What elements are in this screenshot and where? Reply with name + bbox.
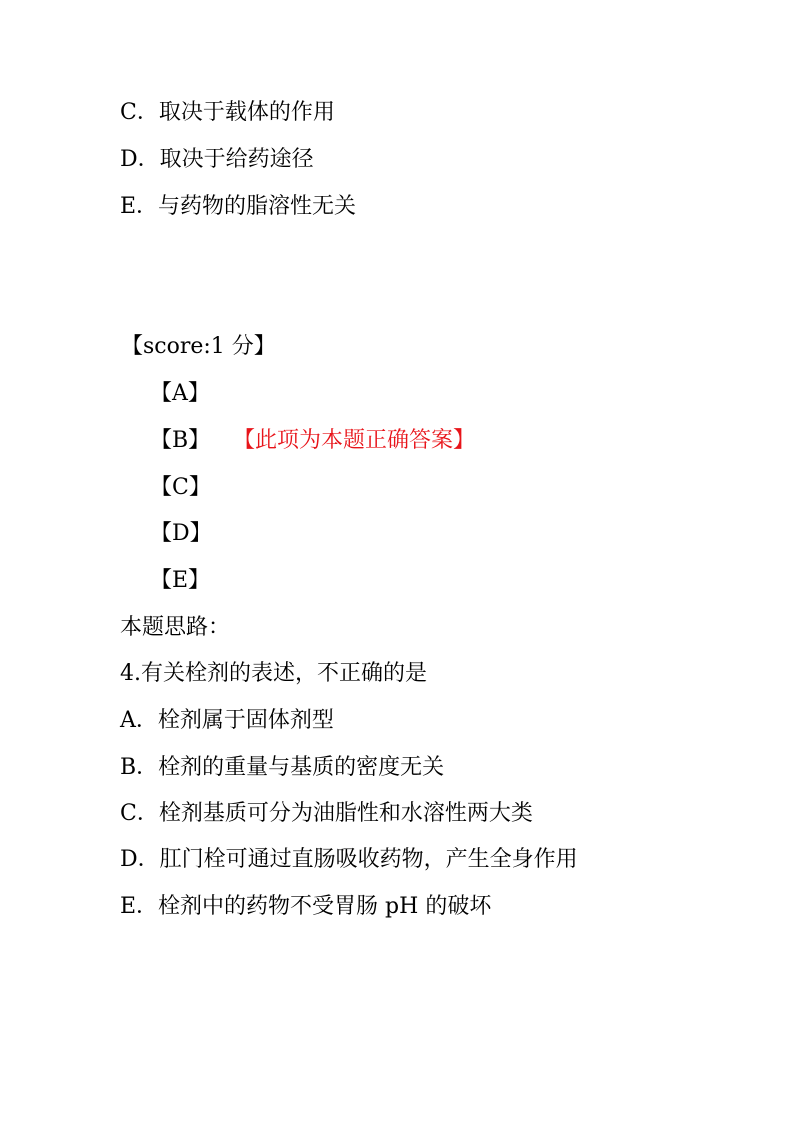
question-stem: 4.有关栓剂的表述，不正确的是 [120, 661, 427, 686]
answer-choice-e: 【E】 [150, 568, 211, 593]
correct-answer-note: 【此项为本题正确答案】 [233, 428, 476, 453]
question-option-d: D．肛门栓可通过直肠吸收药物，产生全身作用 [120, 847, 578, 872]
explanation-label: 本题思路： [120, 615, 231, 640]
question-option-e: E．栓剂中的药物不受胃肠 pH 的破坏 [120, 894, 492, 919]
answer-choice-a: 【A】 [150, 381, 210, 406]
option-d: D．取决于给药途径 [120, 147, 314, 172]
option-e: E．与药物的脂溶性无关 [120, 194, 357, 219]
question-option-c: C．栓剂基质可分为油脂性和水溶性两大类 [120, 801, 533, 826]
answer-choice-d: 【D】 [150, 521, 212, 546]
question-option-b: B．栓剂的重量与基质的密度无关 [120, 755, 445, 780]
answer-choice-b: 【B】 [150, 428, 211, 453]
answer-choice-c: 【C】 [150, 475, 211, 500]
option-c: C．取决于载体的作用 [120, 100, 335, 125]
score-label: 【score:1 分】 [121, 334, 276, 359]
question-option-a: A．栓剂属于固体剂型 [120, 708, 334, 733]
